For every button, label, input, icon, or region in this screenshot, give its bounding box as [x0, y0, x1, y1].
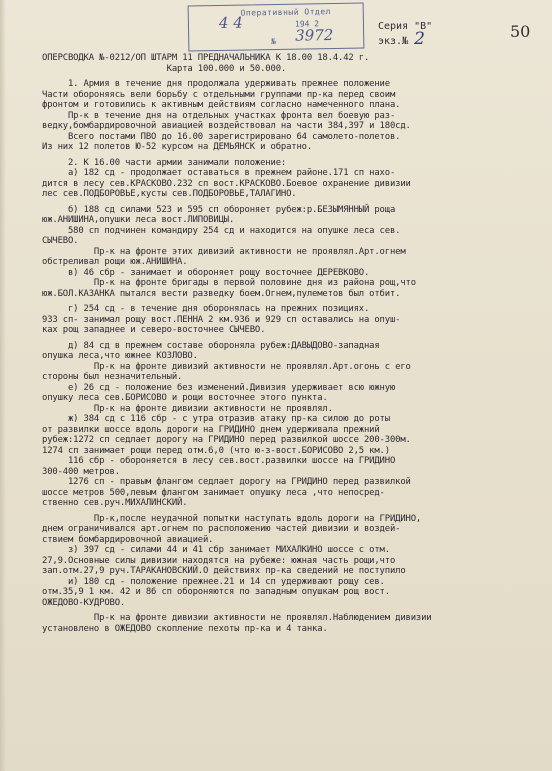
- stamp-year: 194 2: [294, 19, 320, 29]
- text-line: ОПЕРСВОДКА №-0212/ОП ШТАРМ 11 ПРЕДНАЧАЛЬНИКА К 18.00 18.4.42 г.: [42, 53, 370, 63]
- text-line: опушка леса,что южнее КОЗЛОВО.: [42, 351, 198, 361]
- text-line: стороны был незначительный.: [42, 372, 183, 382]
- text-line: отм.35,9 1 км. 42 и 86 сп обороняются по западным опушкам рощ вост.: [42, 587, 390, 597]
- text-line: зап.отм.27,9 руч.ТАРАКАНОВСКИЙ.О действиях пр-ка сведений не поступило: [42, 566, 406, 576]
- text-line: ках рощ западнее и северо-восточнее СЫЧЕВО.: [42, 325, 266, 335]
- text-line: 933 сп- занимал рощу вост.ПЕННА 2 км.936 и 929 сп оставались на опуш-: [42, 314, 401, 325]
- text-line: днем ограничивался арт.огнем по расположению частей дивизии и воздей-: [42, 524, 401, 534]
- text-line: Пр-к,после неудачной попытки наступать вдоль дороги на ГРИДИНО,: [42, 513, 422, 524]
- text-line: Карта 100.000 и 50.000.: [42, 63, 287, 74]
- text-line: Пр-к на фронте бригады в первой половине дня из района рощ,что: [42, 278, 416, 288]
- text-line: ведку,бомбардировочной авиацией воздействовал на части 384,397 и 180сд.: [42, 121, 411, 131]
- text-line: 300-400 метров.: [42, 466, 120, 477]
- text-line: СЫЧЕВО.: [42, 236, 79, 246]
- text-line: 116 сбр - обороняется в лесу сев.вост.развилки шоссе на ГРИДИНО: [42, 456, 396, 466]
- text-line: от развилки шоссе вдоль дороги на ГРИДИНО днем удерживала прежний: [42, 424, 380, 435]
- text-line: шоссе метров 500,левым флангом занимает опушку леса ,что непосред-: [42, 487, 385, 498]
- text-line: 1. Армия в течение дня продолжала удерживать прежнее положение: [42, 79, 390, 89]
- text-line: ОЖЕДОВО-КУДРОВО.: [42, 597, 126, 608]
- text-line: Пр-к на фронте дивизий активности не проявлял.Арт.огонь с его: [42, 361, 411, 372]
- text-line: Пр-к на фронте дивизии активности не проявлял.Наблюдением дивизии: [42, 613, 432, 623]
- copy-number: 2: [414, 29, 425, 49]
- stamp-number: 3972: [294, 26, 334, 45]
- text-line: ственно сев.руч.МИХАЛИНСКИЙ.: [42, 498, 188, 508]
- text-line: 1276 сп - правым флангом седлает дорогу на ГРИДИНО перед развилкой: [42, 477, 411, 487]
- text-line: дится в лесу сев.КРАСКОВО.232 сп вост.КРАСКОВО.Боевое охранение дивизии: [42, 178, 411, 189]
- page-number: 50: [510, 22, 531, 41]
- text-line: 27,9.Основные силы дивизии находятся на рубеже: южная часть рощи,что: [42, 555, 396, 566]
- text-line: фронтом и готовились к активным действиям согласно намеченного плана.: [42, 100, 401, 110]
- text-line: Всего постами ПВО до 16.00 зарегистрировано 64 самолето-полетов.: [42, 131, 401, 142]
- text-line: Пр-к на фронте дивизии активности не проявлял.: [42, 403, 333, 414]
- text-line: опушку леса сев.БОРИСОВО и рощи восточнее этого пункта.: [42, 393, 328, 403]
- text-line: б) 188 сд силами 523 и 595 сп обороняет рубеж:р.БЕЗЫМЯННЫЙ роща: [42, 204, 396, 215]
- text-line: 1274 сп занимает рощи перед отм.6,0 (что ю-з-вост.БОРИСОВО 2,5 км.): [42, 445, 390, 456]
- text-line: Пр-к в течение дня на отдельных участках фронта вел боевую раз-: [42, 110, 396, 121]
- text-line: е) 26 сд - положение без изменений.Дивизия удерживает всю южную: [42, 382, 396, 393]
- text-line: в) 46 сбр - занимает и обороняет рощу восточнее ДЕРЕВКОВО.: [42, 267, 370, 278]
- text-line: юж.АНИШИНА,опушки леса вост.ЛИПОВИЦЫ.: [42, 215, 235, 225]
- text-line: Части обороняясь вели борьбу с отдельными группами пр-ка перед своим: [42, 89, 396, 100]
- text-line: 580 сп подчинен командиру 254 сд и находится на опушке леса сев.: [42, 225, 401, 236]
- text-line: Из них 12 полетов Ю-52 курсом на ДЕМЬЯНСК и обратно.: [42, 142, 313, 152]
- stamp-number-label: №: [271, 37, 277, 47]
- text-line: лес сев.ПОДБОРОВЬЕ,кусты сев.ПОДБОРОВЬЕ,ТАЛАГИНО.: [42, 189, 297, 199]
- text-line: ж) 384 сд с 116 сбр - с утра отразив атаку пр-ка силою до роты: [42, 414, 390, 424]
- serial-label: Серия "В": [378, 21, 433, 32]
- text-line: 2. К 16.00 части армии занимали положение:: [42, 157, 287, 168]
- text-line: установлено в ОЖЕДОВО скопление пехоты пр-ка и 4 танка.: [42, 623, 328, 634]
- text-line: г) 254 сд - в течение дня оборонялась на прежних позициях.: [42, 304, 370, 314]
- text-line: Пр-к на фронте этих дивизий активности не проявлял.Арт.огнем: [42, 246, 406, 257]
- text-line: рубеж:1272 сп седлает дорогу на ГРИДИНО перед развилкой шоссе 200-300м.: [42, 435, 411, 445]
- text-line: ствием бомбардировочной авиацией.: [42, 534, 214, 545]
- text-line: и) 180 сд - положение прежнее.21 и 14 сп удерживают рощу сев.: [42, 576, 385, 587]
- report-body: [42, 53, 540, 634]
- text-line: обстреливал рощи юж.АНИШИНА.: [42, 257, 188, 267]
- text-line: а) 182 сд - продолжает оставаться в прежнем районе.171 сп нахо-: [42, 168, 396, 178]
- text-line: д) 84 сд в прежнем составе обороняла рубеж:ДАВЫДОВО-западная: [42, 340, 380, 351]
- stamp-date: 4 4: [218, 13, 243, 32]
- text-line: з) 397 сд - силами 44 и 41 сбр занимает МИХАЛКИНО шоссе с отм.: [42, 545, 390, 555]
- registration-stamp: [188, 2, 365, 51]
- paper-edge: [0, 0, 6, 771]
- stamp-title: Оперативный Отдел: [240, 7, 332, 18]
- text-line: юж.БОЛ.КАЗАНКА пытался вести разведку боем.Огнем,пулеметов был отбит.: [42, 288, 401, 299]
- copy-label: экз.№: [378, 36, 409, 47]
- serial-block: [378, 20, 432, 48]
